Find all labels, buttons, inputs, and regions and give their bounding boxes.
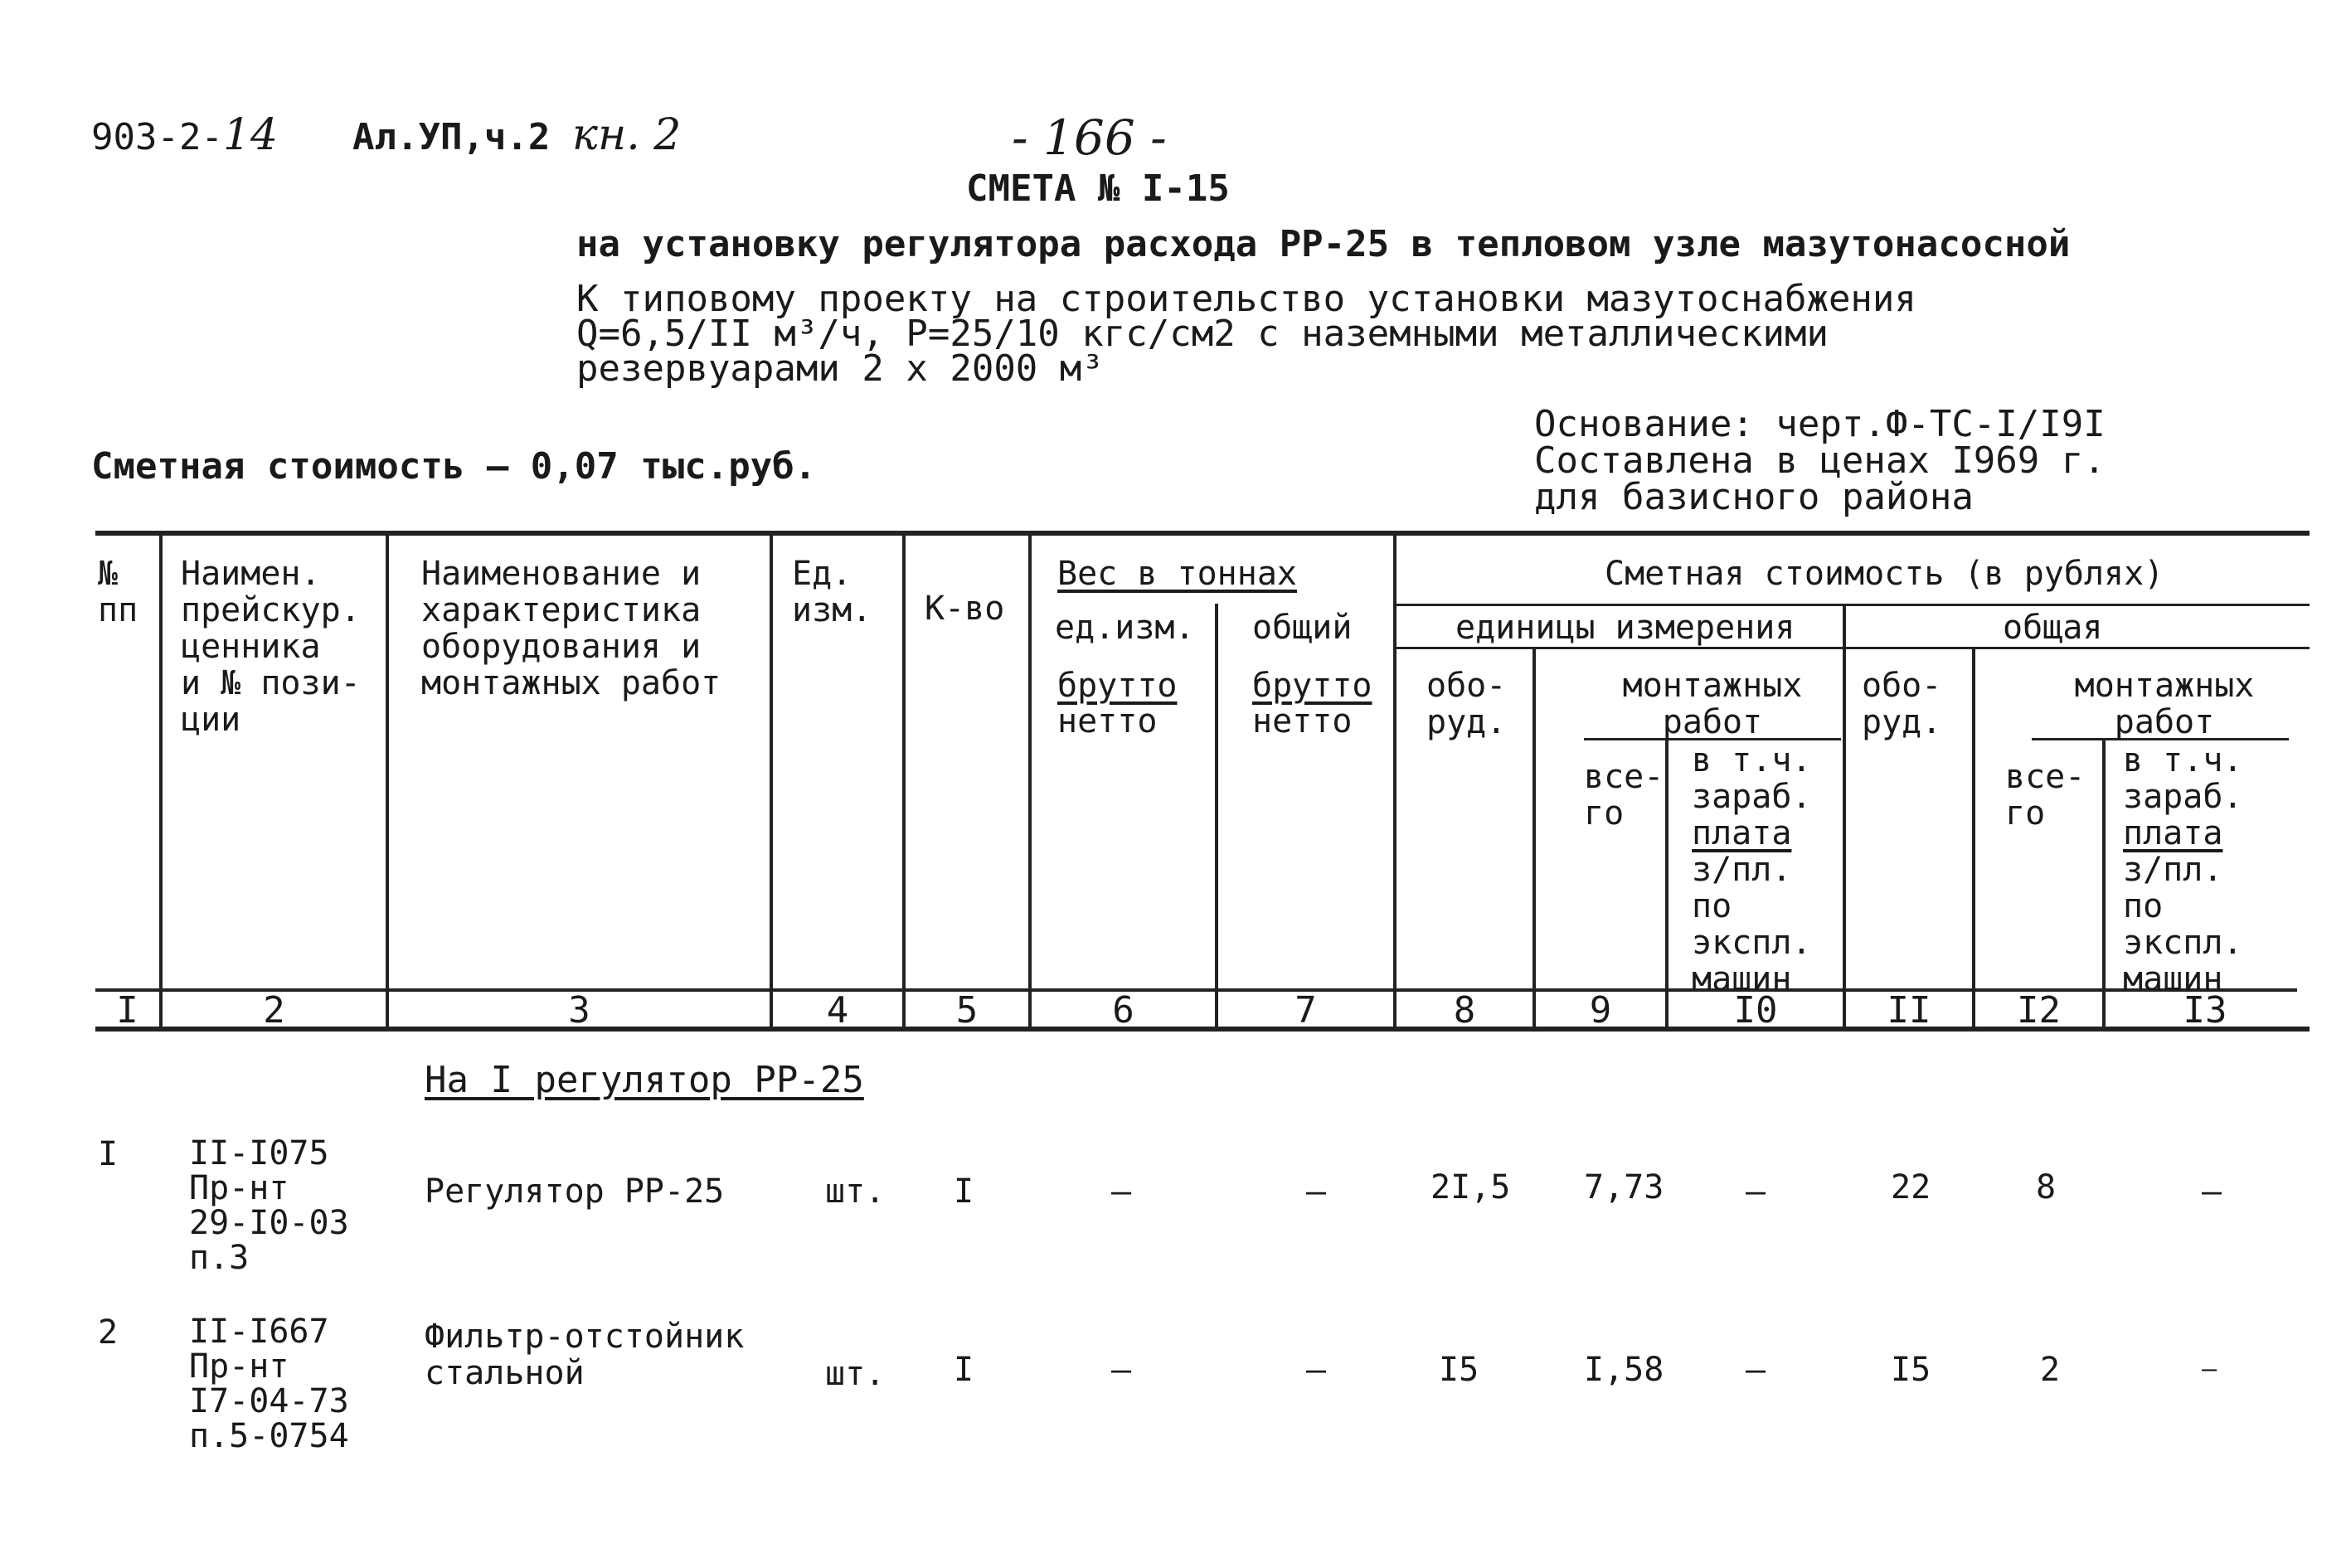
doc-code <box>91 110 279 160</box>
col-number: 3 <box>568 989 590 1032</box>
smeta-title: СМЕТА № I-15 <box>966 167 1230 210</box>
header-col-6-brutto: брутто <box>1057 667 1178 705</box>
header-col-5: К-во <box>925 590 1005 628</box>
quantity: I <box>954 1351 974 1389</box>
header-col-6-top: ед.изм. <box>1055 609 1195 647</box>
project-line-1: К типовому проекту на строительство установки мазутоснабжения <box>576 278 1916 320</box>
item-name: Фильтр-отстойник стальной <box>425 1318 745 1392</box>
header-cost-group: Сметная стоимость (в рублях) <box>1605 555 2164 593</box>
equip-unit-cost: 2I,5 <box>1431 1168 1511 1206</box>
unit: шт. <box>825 1355 886 1393</box>
weight-total: – <box>1306 1351 1327 1389</box>
header-col-1: № пп <box>98 555 138 629</box>
col-divider <box>1393 536 1397 1030</box>
equip-total-cost: 22 <box>1891 1168 1931 1206</box>
mount-unit-cost: 7,73 <box>1584 1168 1664 1206</box>
col-divider <box>1028 536 1032 1030</box>
col-divider <box>1533 647 1536 1030</box>
col-divider <box>1843 604 1846 1030</box>
mount-total-cost: 8 <box>2036 1168 2057 1206</box>
col-divider <box>902 536 906 1030</box>
weight-unit: – <box>1111 1172 1132 1211</box>
project-line-2: Q=6,5/II м³/ч, Р=25/10 кгс/см2 с наземными металлическими <box>576 313 1829 355</box>
header-col-10-b: плата <box>1692 814 1792 852</box>
page-number: - 166 - <box>1012 109 1167 166</box>
mount-total-cost: 2 <box>2040 1351 2061 1389</box>
header-col-7-netto: нетто <box>1252 702 1353 740</box>
mount-unit-cost: I,58 <box>1584 1351 1664 1389</box>
header-col-7-top: общий <box>1252 609 1353 647</box>
table-top-rule <box>95 531 2310 536</box>
header-weight-group: Вес в тоннах <box>1057 555 1297 593</box>
item-name: Регулятор РР-25 <box>425 1172 725 1211</box>
doc-code-handwritten: 14 <box>222 110 279 160</box>
col-number: I <box>116 989 138 1032</box>
wage-unit-cost: – <box>1746 1172 1766 1211</box>
header-col-13-a: в т.ч. зараб. <box>2123 741 2243 816</box>
book-handwritten: кн. 2 <box>571 110 682 160</box>
header-col-13-b: плата <box>2123 814 2223 852</box>
basis-line-1: Основание: черт.Ф-ТС-I/I9I <box>1534 403 2106 445</box>
header-col-12: все- го <box>2005 758 2086 833</box>
project-line-3: резервуарами 2 х 2000 м³ <box>576 347 1104 390</box>
header-col-4: Ед. изм. <box>792 555 872 629</box>
col-number: I0 <box>1733 989 1778 1032</box>
header-col-8: обо- руд. <box>1426 667 1507 741</box>
col-number: 6 <box>1112 989 1134 1032</box>
weight-total: – <box>1306 1172 1327 1211</box>
album-printed: Ал.УП,ч.2 <box>352 116 551 158</box>
unit: шт. <box>825 1172 886 1211</box>
project-description <box>576 278 1916 390</box>
wage-unit-cost: – <box>1746 1351 1766 1389</box>
wage-total-cost: – <box>2202 1355 2217 1384</box>
row-number: I <box>98 1135 119 1173</box>
col-divider <box>770 536 773 1030</box>
col-number: 4 <box>826 989 849 1032</box>
unit-total-rule <box>1393 647 2310 649</box>
col-number: 9 <box>1589 989 1612 1032</box>
equip-unit-cost: I5 <box>1439 1351 1479 1389</box>
price-code: II-I075 Пр-нт 29-I0-03 п.3 <box>189 1134 349 1277</box>
header-mount-unit: монтажных работ <box>1622 667 1803 741</box>
header-unit-group: единицы измерения <box>1455 609 1795 647</box>
section-title: На I регулятор РР-25 <box>425 1059 864 1101</box>
row-number: 2 <box>98 1313 119 1352</box>
basis-block <box>1534 403 2106 518</box>
header-col-3: Наименование и характеристика оборудования и монтажных работ <box>421 555 721 702</box>
col-number: 8 <box>1453 989 1476 1032</box>
header-col-7-brutto: брутто <box>1252 667 1372 705</box>
smeta-subject: на установку регулятора расхода РР-25 в тепловом узле мазутонасосной <box>576 223 2071 265</box>
equip-total-cost: I5 <box>1891 1351 1931 1389</box>
album-ref <box>352 110 682 160</box>
col-number: I2 <box>2017 989 2061 1032</box>
header-col-6-netto: нетто <box>1057 702 1158 740</box>
header-total-group: общая <box>2003 609 2103 647</box>
header-col-2: Наимен. прейскур. ценника и № пози- ции <box>181 555 361 739</box>
col-divider <box>1665 738 1669 1030</box>
wage-total-cost: – <box>2202 1172 2222 1211</box>
col-divider <box>2102 738 2106 1030</box>
basis-line-2: Составлена в ценах I969 г. <box>1534 439 2106 482</box>
header-col-11: обо- руд. <box>1862 667 1942 741</box>
header-mount-total: монтажных работ <box>2074 667 2255 741</box>
col-number: II <box>1887 989 1931 1032</box>
col-number: 7 <box>1295 989 1317 1032</box>
cost-summary: Сметная стоимость – 0,07 тыс.руб. <box>91 445 817 488</box>
header-col-10-c: з/пл. по экспл. машин <box>1692 851 1812 998</box>
doc-code-printed: 903-2- <box>91 116 223 158</box>
weight-unit: – <box>1111 1351 1132 1389</box>
col-divider <box>1215 604 1218 1030</box>
col-number: I3 <box>2183 989 2227 1032</box>
col-divider <box>1972 647 1975 1030</box>
quantity: I <box>954 1172 974 1211</box>
header-col-13-c: з/пл. по экспл. машин <box>2123 851 2243 998</box>
cost-group-rule <box>1393 604 2310 606</box>
price-code: II-I667 Пр-нт I7-04-73 п.5-0754 <box>189 1313 349 1455</box>
col-divider <box>386 536 389 1030</box>
col-number: 2 <box>263 989 285 1032</box>
header-col-10-a: в т.ч. зараб. <box>1692 741 1812 816</box>
col-divider <box>159 536 163 1030</box>
col-number: 5 <box>955 989 979 1032</box>
header-col-9: все- го <box>1584 758 1664 833</box>
basis-line-3: для базисного района <box>1534 476 1974 518</box>
